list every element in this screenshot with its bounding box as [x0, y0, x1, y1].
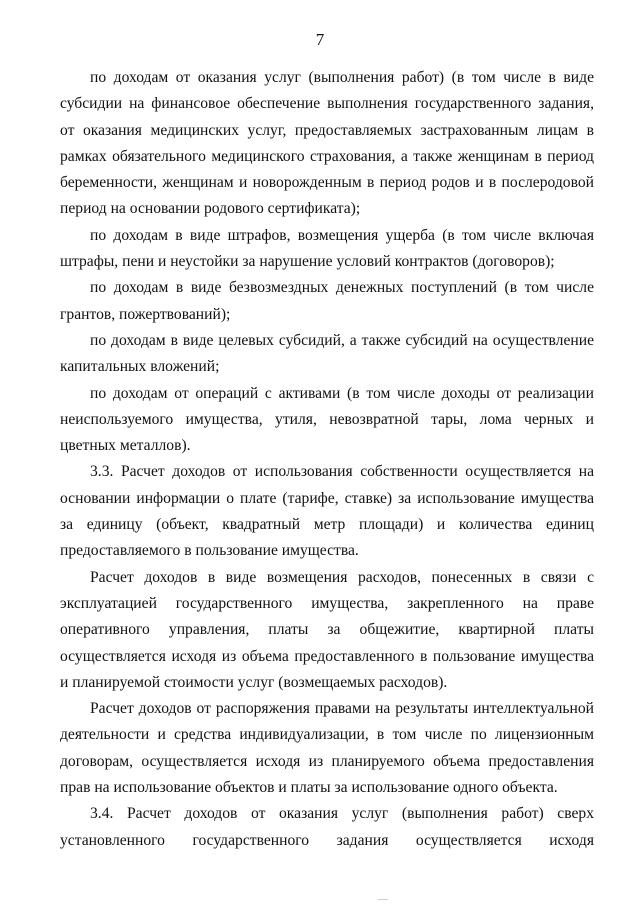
paragraph-income-subsidies: по доходам в виде целевых субсидий, а также субсидий на осуществление капитальных вложений;: [60, 331, 594, 376]
paragraph-expense-reimbursement: Расчет доходов в виде возмещения расходов, понесенных в связи с эксплуатацией государственного имущества, закрепленного на праве оперативного управления, платы за общежитие, квартирной платы осуществляется исходя из объема предоставленного в пользование имущества и планируемой стоимости услуг (возмещаемых расходов).: [60, 568, 594, 691]
paragraph-income-assets: по доходам от операций с активами (в том числе доходы от реализации неиспользуемого имущества, утиля, невозвратной тары, лома черных и цветных металлов).: [60, 384, 594, 455]
scan-artifact: [378, 899, 388, 900]
paragraph-income-services: по доходам от оказания услуг (выполнения работ) (в том числе в виде субсидии на финансовое обеспечение выполнения государственного задания, от оказания медицинских услуг, предоставляемых застрахованным лицам в рамках обязательного медицинского страхования, а также женщинам в период беременности, женщинам и новорожденным в период родов и в послеродовой период на основании родового сертификата);: [60, 69, 594, 218]
document-body: [60, 65, 594, 854]
paragraph-section-3-4: 3.4. Расчет доходов от оказания услуг (выполнения работ) сверх установленного государственного задания осуществляется исходя: [60, 805, 594, 849]
paragraph-income-fines: по доходам в виде штрафов, возмещения ущерба (в том числе включая штрафы, пени и неустойки за нарушение условий контрактов (договоров);: [60, 226, 594, 271]
paragraph-intellectual-property: Расчет доходов от распоряжения правами на результаты интеллектуальной деятельности и средства индивидуализации, в том числе по лицензионным договорам, осуществляется исходя из планируемого объема предоставления прав на использование объектов и платы за использование одного объекта.: [60, 700, 594, 797]
paragraph-section-3-3: 3.3. Расчет доходов от использования собственности осуществляется на основании информации о плате (тарифе, ставке) за использование имущества за единицу (объект, квадратный метр площади) и количества единиц предоставляемого в пользование имущества.: [60, 463, 594, 560]
page-number: 7: [315, 30, 325, 49]
paragraph-income-grants: по доходам в виде безвозмездных денежных поступлений (в том числе грантов, пожертвований);: [60, 279, 594, 323]
